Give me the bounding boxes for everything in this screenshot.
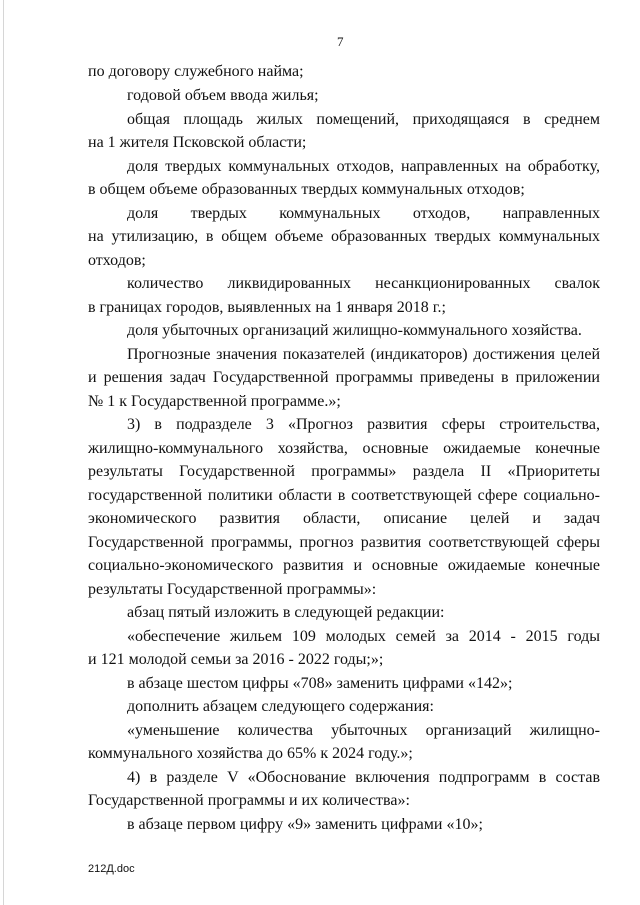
text-line: и 121 молодой семьи за 2016 - 2022 годы;»; (88, 651, 384, 668)
text-line: в абзаце первом цифру «9» заменить цифрами «10»; (127, 816, 483, 833)
text-line: коммунального хозяйства до 65% к 2024 году.»; (88, 745, 413, 762)
text-line: в общем объеме образованных твердых коммунальных отходов; (88, 181, 525, 198)
text-line: жилищно-коммунального хозяйства, основные ожидаемые конечные (88, 440, 600, 457)
page-number: 7 (337, 34, 344, 49)
text-line: в границах городов, выявленных на 1 января 2018 г.; (88, 299, 446, 316)
text-line: № 1 к Государственной программе.»; (88, 393, 341, 410)
text-line: абзац пятый изложить в следующей редакции: (127, 604, 445, 621)
text-line: Государственной программы и их количества»: (88, 792, 410, 809)
text-line: количество ликвидированных несанкционированных свалок (127, 275, 600, 292)
text-line: результаты Государственной программы» раздела II «Приоритеты (88, 463, 600, 480)
text-line: государственной политики области в соответствующей сфере социально- (88, 487, 600, 504)
text-line: «обеспечение жильем 109 молодых семей за 2014 - 2015 годы (127, 628, 600, 645)
text-line: в абзаце шестом цифры «708» заменить цифрами «142»; (127, 675, 513, 692)
text-line: доля убыточных организаций жилищно-коммунального хозяйства. (127, 322, 582, 339)
page-edge (3, 0, 4, 905)
text-line: дополнить абзацем следующего содержания: (127, 698, 434, 715)
text-line: экономического развития области, описание целей и задач (88, 510, 600, 527)
file-name-footer: 212Д.doc (88, 863, 135, 875)
text-line: Прогнозные значения показателей (индикаторов) достижения целей (127, 346, 600, 363)
text-line: и решения задач Государственной программы приведены в приложении (88, 369, 600, 386)
text-line: доля твердых коммунальных отходов, направленных на обработку, (127, 158, 600, 175)
text-line: на 1 жителя Псковской области; (88, 134, 307, 151)
text-line: общая площадь жилых помещений, приходящаяся в среднем (127, 111, 600, 128)
text-line: социально-экономического развития и основные ожидаемые конечные (88, 557, 600, 574)
text-line: доля твердых коммунальных отходов, направленных (127, 205, 600, 222)
text-line: «уменьшение количества убыточных организаций жилищно- (127, 722, 600, 739)
text-line: отходов; (88, 252, 146, 269)
text-line: по договору служебного найма; (88, 63, 304, 80)
text-line: Государственной программы, прогноз развития соответствующей сферы (88, 534, 600, 551)
text-line: годовой объем ввода жилья; (127, 87, 319, 104)
text-line: 3) в подразделе 3 «Прогноз развития сферы строительства, (127, 416, 600, 433)
text-line: на утилизацию, в общем объеме образованных твердых коммунальных (88, 228, 600, 245)
text-line: результаты Государственной программы»: (88, 581, 377, 598)
text-line: 4) в разделе V «Обоснование включения подпрограмм в состав (127, 769, 600, 786)
